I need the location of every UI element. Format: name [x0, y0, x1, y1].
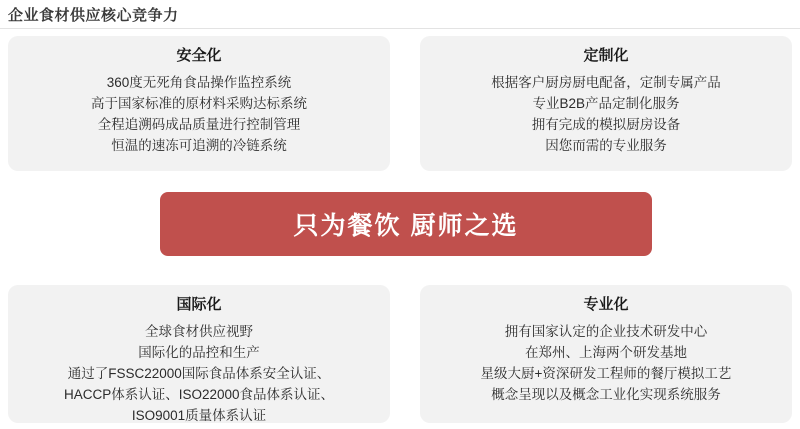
center-banner-text: 只为餐饮 厨师之选 [293, 212, 519, 240]
card-globalization-heading: 国际化 [176, 296, 222, 313]
card-safety-line: 全程追溯码成品质量进行控制管理 [97, 117, 301, 132]
card-professionalization-line: 概念呈现以及概念工业化实现系统服务 [491, 387, 721, 402]
card-globalization-line: 全球食材供应视野 [145, 324, 253, 339]
card-globalization-line: 国际化的品控和生产 [138, 345, 260, 360]
card-globalization-line: 通过了FSSC22000国际食品体系安全认证、 [67, 366, 331, 381]
card-customization-line: 拥有完成的模拟厨房设备 [531, 117, 681, 132]
page-title: 企业食材供应核心竞争力 [8, 7, 179, 24]
card-professionalization-line: 拥有国家认定的企业技术研发中心 [504, 324, 708, 339]
card-customization-line: 专业B2B产品定制化服务 [532, 96, 680, 111]
card-professionalization [420, 285, 792, 423]
card-globalization [8, 285, 390, 423]
title-divider [0, 28, 800, 29]
card-professionalization-heading: 专业化 [583, 296, 629, 313]
center-banner [160, 192, 652, 256]
card-professionalization-line: 星级大厨+资深研发工程师的餐厅模拟工艺 [480, 366, 732, 381]
card-safety-line: 360度无死角食品操作监控系统 [106, 75, 292, 90]
card-customization-heading: 定制化 [583, 47, 629, 64]
card-safety [8, 36, 390, 171]
card-customization [420, 36, 792, 171]
card-safety-heading: 安全化 [176, 47, 222, 64]
card-globalization-line: HACCP体系认证、ISO22000食品体系认证、 [63, 387, 335, 402]
card-customization-line: 因您而需的专业服务 [545, 138, 667, 153]
card-globalization-line: ISO9001质量体系认证 [131, 408, 267, 423]
card-safety-line: 高于国家标准的原材料采购达标系统 [91, 96, 307, 111]
card-professionalization-line: 在郑州、上海两个研发基地 [525, 345, 687, 360]
card-customization-line: 根据客户厨房厨电配备，定制专属产品 [491, 75, 721, 90]
card-safety-line: 恒温的速冻可追溯的冷链系统 [111, 138, 287, 153]
